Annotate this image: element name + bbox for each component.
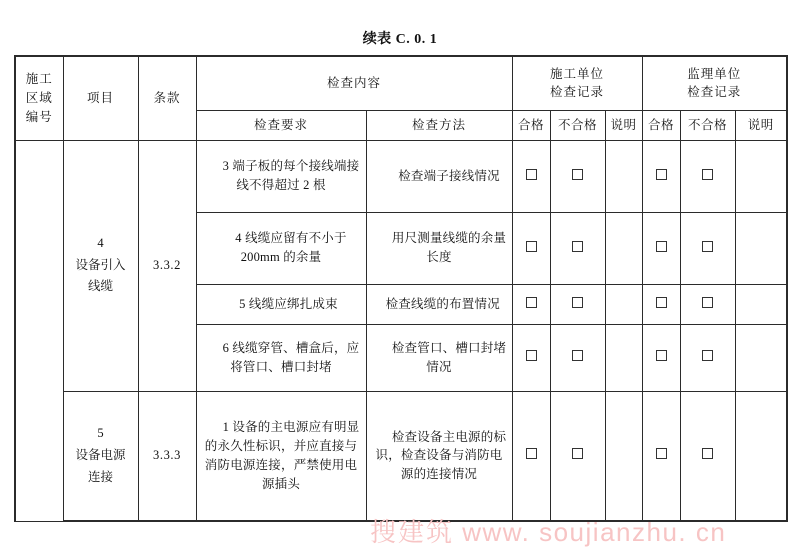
checkbox-icon[interactable]	[656, 350, 667, 361]
cell-area-no-value[interactable]	[15, 140, 63, 521]
checkbox-icon[interactable]	[656, 241, 667, 252]
cell-su-qualified[interactable]	[642, 284, 680, 324]
cell-cu-qualified[interactable]	[512, 284, 550, 324]
checkbox-icon[interactable]	[656, 297, 667, 308]
cell-cu-qualified[interactable]	[512, 324, 550, 391]
watermark-brand: 搜建筑	[370, 518, 455, 548]
header-supervision-unit	[642, 56, 787, 110]
header-su-qualified: 合格	[642, 110, 680, 140]
header-inspection-requirement: 检查要求	[196, 110, 366, 140]
group-5-line1: 5	[97, 425, 104, 440]
checkbox-icon[interactable]	[656, 448, 667, 459]
group-5-line2: 设备电源	[75, 447, 126, 462]
cell-su-unqualified[interactable]	[680, 284, 735, 324]
checkbox-icon[interactable]	[702, 241, 713, 252]
checkbox-icon[interactable]	[526, 350, 537, 361]
header-area-no-line2: 区域	[25, 90, 53, 105]
cell-su-unqualified[interactable]	[680, 391, 735, 521]
header-supervision-unit-line2: 检查记录	[687, 85, 742, 100]
header-su-unqualified: 不合格	[680, 110, 735, 140]
cell-cu-remark[interactable]	[605, 140, 642, 212]
checkbox-icon[interactable]	[572, 241, 583, 252]
cell-cu-qualified[interactable]	[512, 391, 550, 521]
checkbox-icon[interactable]	[572, 297, 583, 308]
header-inspection-content: 检查内容	[196, 56, 512, 110]
cell-su-qualified[interactable]	[642, 140, 680, 212]
checkbox-icon[interactable]	[526, 297, 537, 308]
cell-clause-group-5: 3.3.3	[138, 391, 196, 521]
header-su-remark: 说明	[735, 110, 787, 140]
cell-project-group-5	[63, 391, 138, 521]
cell-su-unqualified[interactable]	[680, 324, 735, 391]
cell-cu-unqualified[interactable]	[550, 324, 605, 391]
checkbox-icon[interactable]	[656, 169, 667, 180]
checkbox-icon[interactable]	[572, 350, 583, 361]
header-project: 项目	[63, 56, 138, 140]
cell-requirement: 4 线缆应留有不小于200mm 的余量	[196, 212, 366, 284]
header-clause: 条款	[138, 56, 196, 140]
group-4-line2: 设备引入	[75, 257, 126, 272]
header-construction-unit-line2: 检查记录	[550, 85, 605, 100]
cell-requirement: 6 线缆穿管、槽盒后，应将管口、槽口封堵	[196, 324, 366, 391]
header-cu-remark: 说明	[605, 110, 642, 140]
cell-su-remark[interactable]	[735, 324, 787, 391]
cell-project-group-4	[63, 140, 138, 391]
checkbox-icon[interactable]	[572, 169, 583, 180]
checkbox-icon[interactable]	[526, 169, 537, 180]
cell-requirement: 3 端子板的每个接线端接线不得超过 2 根	[196, 140, 366, 212]
checkbox-icon[interactable]	[572, 448, 583, 459]
checkbox-icon[interactable]	[526, 241, 537, 252]
inspection-table	[14, 55, 788, 522]
cell-cu-remark[interactable]	[605, 212, 642, 284]
cell-method: 检查线缆的布置情况	[366, 284, 512, 324]
checkbox-icon[interactable]	[702, 448, 713, 459]
cell-cu-unqualified[interactable]	[550, 212, 605, 284]
cell-su-qualified[interactable]	[642, 212, 680, 284]
cell-requirement: 1 设备的主电源应有明显的永久性标识，并应直接与消防电源连接，严禁使用电源插头	[196, 391, 366, 521]
cell-su-unqualified[interactable]	[680, 140, 735, 212]
header-supervision-unit-line1: 监理单位	[687, 66, 742, 81]
cell-cu-qualified[interactable]	[512, 140, 550, 212]
group-4-line1: 4	[97, 235, 104, 250]
checkbox-icon[interactable]	[702, 169, 713, 180]
cell-method: 检查管口、槽口封堵情况	[366, 324, 512, 391]
header-cu-unqualified: 不合格	[550, 110, 605, 140]
cell-method: 用尺测量线缆的余量长度	[366, 212, 512, 284]
header-area-no-line3: 编号	[25, 109, 53, 124]
cell-su-qualified[interactable]	[642, 324, 680, 391]
cell-su-remark[interactable]	[735, 140, 787, 212]
checkbox-icon[interactable]	[702, 297, 713, 308]
cell-su-remark[interactable]	[735, 212, 787, 284]
cell-su-qualified[interactable]	[642, 391, 680, 521]
cell-requirement: 5 线缆应绑扎成束	[196, 284, 366, 324]
cell-cu-unqualified[interactable]	[550, 140, 605, 212]
table-row	[15, 140, 787, 212]
table-row	[15, 391, 787, 521]
header-inspection-method: 检查方法	[366, 110, 512, 140]
header-construction-unit-line1: 施工单位	[550, 66, 605, 81]
cell-cu-unqualified[interactable]	[550, 284, 605, 324]
watermark-url: www. soujianzhu. cn	[462, 517, 727, 547]
header-cu-qualified: 合格	[512, 110, 550, 140]
header-area-no-line1: 施工	[25, 72, 53, 87]
page-title: 续表 C. 0. 1	[362, 32, 438, 47]
cell-cu-remark[interactable]	[605, 284, 642, 324]
checkbox-icon[interactable]	[702, 350, 713, 361]
cell-method: 检查端子接线情况	[366, 140, 512, 212]
cell-cu-remark[interactable]	[605, 324, 642, 391]
group-5-line3: 连接	[87, 469, 113, 484]
group-4-line3: 线缆	[87, 279, 113, 294]
cell-su-remark[interactable]	[735, 284, 787, 324]
cell-cu-qualified[interactable]	[512, 212, 550, 284]
cell-cu-unqualified[interactable]	[550, 391, 605, 521]
cell-su-remark[interactable]	[735, 391, 787, 521]
inspection-table-container	[14, 55, 786, 522]
cell-method: 检查设备主电源的标识，检查设备与消防电源的连接情况	[366, 391, 512, 521]
table-header-row-1	[15, 56, 787, 110]
cell-su-unqualified[interactable]	[680, 212, 735, 284]
checkbox-icon[interactable]	[526, 448, 537, 459]
header-area-no	[15, 56, 63, 140]
header-construction-unit	[512, 56, 642, 110]
cell-clause-group-4: 3.3.2	[138, 140, 196, 391]
cell-cu-remark[interactable]	[605, 391, 642, 521]
